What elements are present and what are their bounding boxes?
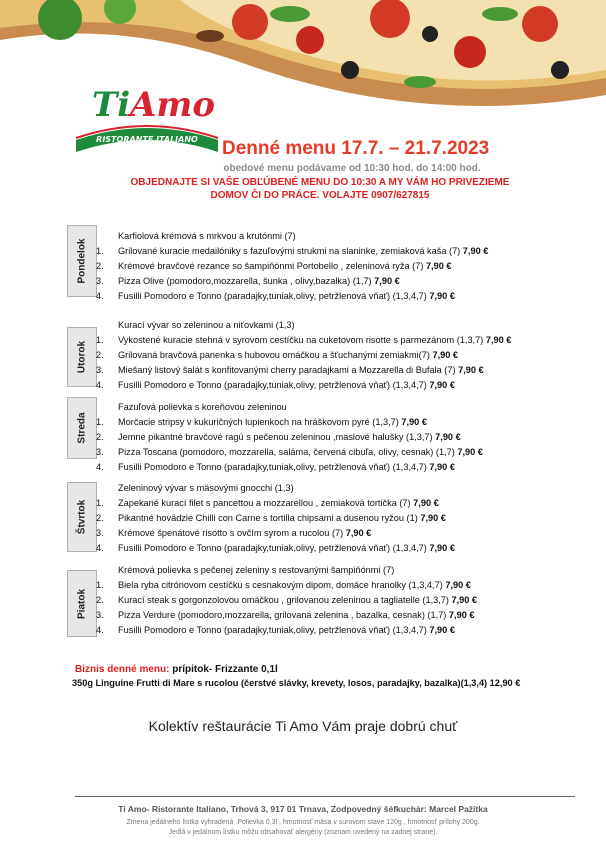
svg-text:Ti: Ti [92, 85, 131, 125]
day-label-streda: Streda [67, 397, 97, 459]
menu-item: 2. Jemne pikantné bravčové ragú s pečenou zeleninou ,maslové halušky (1,3,7) 7,90 € [96, 432, 461, 442]
menu-item: 3. Krémové špenátové risotto s ovčím syrom a rucolou (7) 7,90 € [96, 528, 372, 538]
day-label-stvrtok: Štvrtok [67, 482, 97, 552]
menu-item: 3. Pizza Verdure (pomodoro,mozzarella, grilovaná zelenina , bazalka, cesnak) (1,7) 7,90 € [96, 610, 475, 620]
menu-item: 2. Grilovaná bravčová panenka s hubovou omáčkou a šťuchanými zemiakmi(7) 7,90 € [96, 350, 458, 360]
menu-item: 1. Morčacie stripsy v kukuričných lupienkoch na hráškovom pyré (1,3,7) 7,90 € [96, 417, 427, 427]
menu-title: Denné menu 17.7. – 21.7.2023 [222, 138, 490, 159]
closing-message: Kolektív reštaurácie Ti Amo Vám praje dobrú chuť [148, 718, 458, 734]
menu-item: 2. Krémové bravčové rezance so šampiňónmi Portobello , zeleninová ryža (7) 7,90 € [96, 261, 452, 271]
footer-note: Jedlá v jedálnom lístku môžu obsahovať alergény (zoznam uvedený na zadnej strane). [168, 829, 438, 836]
day-menu-piatok [96, 563, 477, 638]
menu-item: 3. Miešaný listový šalát s konfitovanými cherry paradajkami a Mozzarella di Bufala (7) 7,90 € [96, 365, 484, 375]
logo [72, 78, 222, 158]
menu-item: 4. Fusilli Pomodoro e Tonno (paradajky,tuniak,olivy, petržlenová vňať) (1,3,4,7) 7,90 € [96, 543, 455, 553]
order-notice-line: DOMOV ČI DO PRÁCE. VOLAJTE 0907/627815 [210, 190, 430, 201]
day-menu-streda [96, 400, 483, 475]
soup: Karfiolová krémová s mrkvou a krutónmi (7) [118, 231, 296, 241]
soup: Fazuľová polievka s koreňovou zeleninou [118, 402, 287, 412]
serving-hours: obedové menu podávame od 10:30 hod. do 14:00 hod. [223, 163, 481, 174]
soup: Krémová polievka s pečenej zeleniny s restovanými šampiňónmi (7) [118, 565, 395, 575]
svg-text:Amo: Amo [130, 85, 216, 125]
menu-item: 1. Vykostené kuracie stehná v syrovom cestíčku na cuketovom risotte s parmezánom (1,3,7) 7,90 € [96, 335, 512, 345]
menu-item: 4. Fusilli Pomodoro e Tonno (paradajky,tuniak,olivy, petržlenová vňať) (1,3,4,7) 7,90 € [96, 380, 455, 390]
day-label-utorok: Utorok [67, 327, 97, 387]
day-menu-stvrtok [96, 481, 455, 556]
menu-item: 3. Pizza Toscana (pomodoro, mozzarella, saláma, červená cibuľa, olivy, cesnak) (1,7) 7,90 € [96, 447, 483, 457]
footer-notes [0, 818, 606, 838]
menu-item: 1. Grilované kuracie medailóniky s fazuľovými strukmi na slaninke, zemiaková kaša (7) 7,90 € [96, 246, 489, 256]
footer-address: Ti Amo- Ristorante Italiano, Trhová 3, 917 01 Trnava, Zodpovedný šéfkuchár: Marcel Pažitka [118, 804, 488, 814]
day-label-piatok: Piatok [67, 570, 97, 637]
day-label-pondelok: Pondelok [67, 225, 97, 297]
footer-note: Zmena jedálneho lístka vyhradená .Polievka 0,3l , hmotnosť mäsa v surovom stave 120g , hmotnosť prílohy 200g. [126, 819, 480, 826]
day-menu-utorok [96, 318, 511, 393]
order-notice-line: OBJEDNAJTE SI VAŠE OBĽÚBENÉ MENU DO 10:30 A MY VÁM HO PRIVEZIEME [130, 177, 510, 188]
menu-item: 2. Kurací steak s gorgonzolovou omáčkou , grilovanou zeleninou a tagliatelle (1,3,7) 7,90 € [96, 595, 478, 605]
business-menu-label: Biznis denné menu: prípitok- Frizzante 0,1l [75, 664, 278, 675]
soup: Zeleninový vývar s mäsovými gnocchi (1,3) [118, 483, 294, 493]
soup: Kurací vývar so zeleninou a niťovkami (1,3) [118, 320, 295, 330]
footer-divider [75, 796, 575, 797]
menu-item: 4. Fusilli Pomodoro e Tonno (paradajky,tuniak,olivy, petržlenová vňať) (1,3,4,7) 7,90 € [96, 291, 455, 301]
order-notice [110, 176, 530, 202]
business-menu-dish: 350g Linguine Frutti di Mare s rucolou (čerstvé slávky, krevety, losos, paradajky, bazalka)(1,3,4) 12,90 € [72, 678, 521, 688]
menu-item: 4. Fusilli Pomodoro e Tonno (paradajky,tuniak,olivy, petržlenová vňať) (1,3,4,7) 7,90 € [96, 462, 455, 472]
menu-item: 1. Biela ryba citrónovom cestíčku s cesnakovým dipom, domáce hranolky (1,3,4,7) 7,90 € [96, 580, 471, 590]
menu-item: 2. Pikantné hovädzie Chilli con Carne s tortilla chipsami a dusenou ryžou (1) 7,90 € [96, 513, 446, 523]
logo-ribbon: RISTORANTE ITALIANO [96, 135, 198, 144]
day-menu-pondelok [96, 229, 488, 304]
menu-item: 1. Zapekané kurací filet s pancettou a mozzarellou , zemiaková tortička (7) 7,90 € [96, 498, 439, 508]
menu-item: 4. Fusilli Pomodoro e Tonno (paradajky,tuniak,olivy, petržlenová vňať) (1,3,4,7) 7,90 € [96, 625, 455, 635]
menu-item: 3. Pizza Olive (pomodoro,mozzarella, šunka , olivy,bazalka) (1,7) 7,90 € [96, 276, 400, 286]
